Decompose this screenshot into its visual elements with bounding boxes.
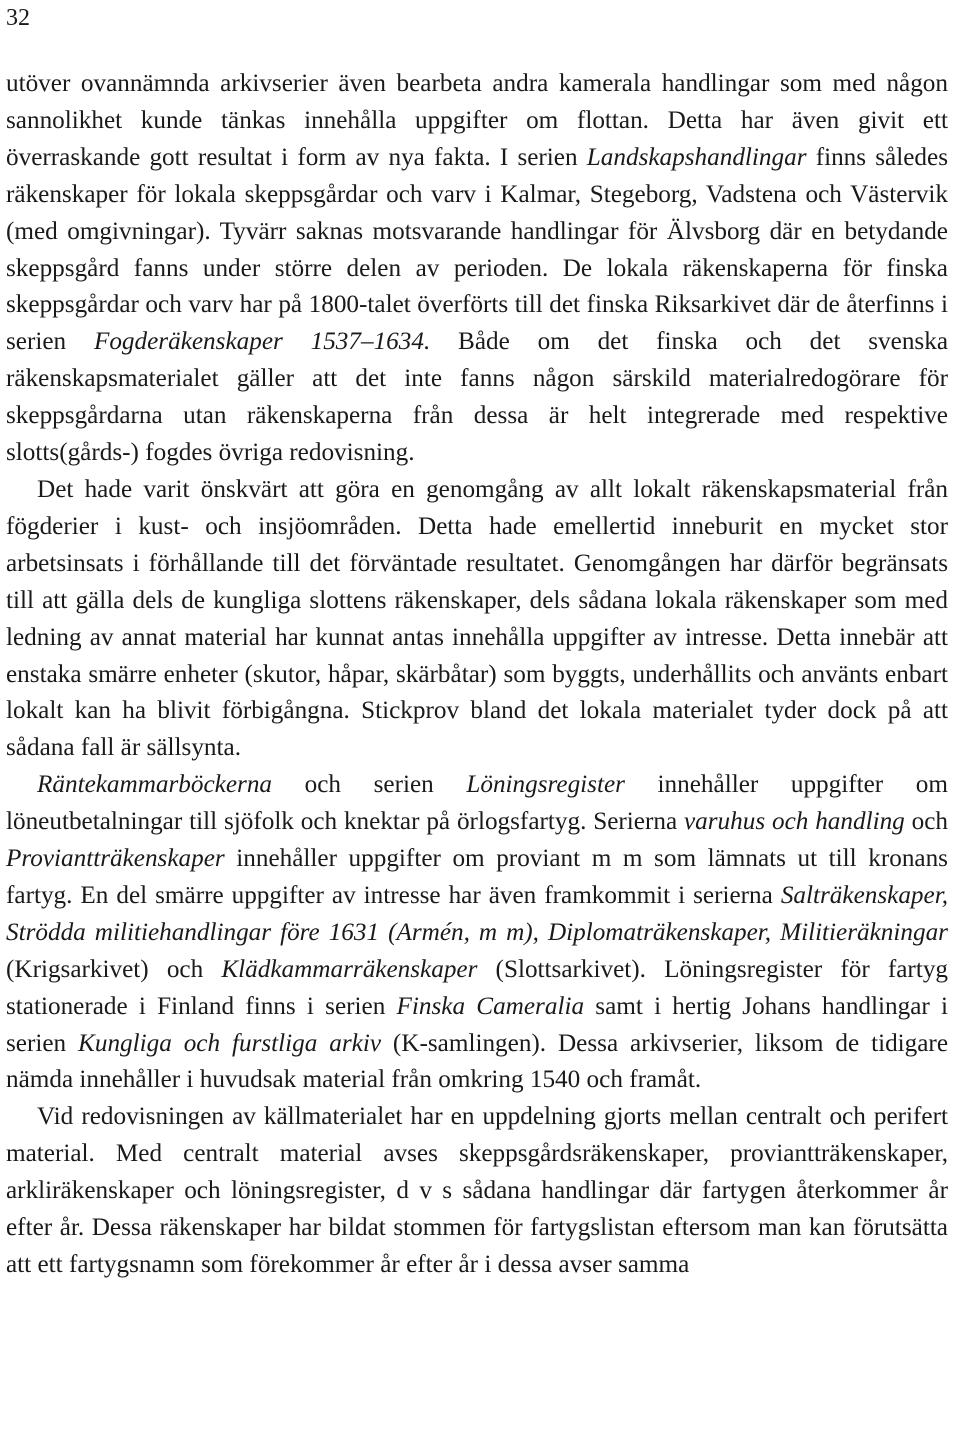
- italic-title-run: Salträkenskaper, Strödda militiehandlingar före 1631 (Armén, m m), Diplomaträkenskaper, Militieräkningar: [6, 881, 948, 946]
- text-run: Det hade varit önskvärt att göra en genomgång av allt lokalt räkenskapsmaterial från fögderier i kust- och insjöområden. Detta hade emellertid inneburit en mycket stor arbetsinsats i förhållande till det förväntade resultatet. Genomgången har därför begränsats till att gälla dels de kungliga slottens räkenskaper, dels sådana lokala räkenskaper som med ledning av annat material har kunnat antas innehålla uppgifter av intresse. Detta innebär att enstaka smärre enheter (skutor, håpar, skärbåtar) som byggts, underhållits och använts enbart lokalt kan ha blivit förbigångna. Stickprov bland det lokala materialet tyder dock på att sådana fall är sällsynta.: [6, 475, 948, 762]
- text-run: Både om det finska och det svenska räkenskapsmaterialet gäller att det inte fanns någon särskild materialredogörare för skeppsgårdarna utan räkenskaperna från dessa är helt integrerade med respektive slotts(gårds-) fogdes övriga redovisning.: [6, 328, 948, 467]
- text-run: samt i hertig Johans handlingar i serien: [6, 992, 948, 1057]
- text-run: utöver ovannämnda arkivserier även bearbeta andra kamerala handlingar som med någon sannolikhet kunde tänkas innehålla uppgifter om flottan. Detta har även givit ett överraskande gott resultat i form av nya fakta. I serien: [6, 70, 948, 171]
- paragraph: [6, 66, 948, 472]
- text-run: innehåller uppgifter om proviant m m som lämnats ut till kronans fartyg. En del smärre uppgifter av intresse har även framkommit i serierna: [6, 845, 948, 909]
- italic-title-run: Finska Cameralia: [396, 992, 585, 1020]
- text-run: (K-samlingen). Dessa arkivserier, liksom de tidigare nämda innehåller i huvudsak material från omkring 1540 och framåt.: [6, 1029, 948, 1094]
- paragraph: [6, 767, 948, 1099]
- page-number: 32: [6, 5, 30, 31]
- italic-title-run: varuhus och handling: [683, 808, 905, 836]
- paragraph: [6, 1099, 948, 1284]
- text-run: (Slottsarkivet). Löningsregister för fartyg stationerade i Finland finns i serien: [6, 955, 949, 1020]
- italic-title-run: Fogderäkenskaper 1537–1634.: [93, 328, 431, 356]
- text-run: Vid redovisningen av källmaterialet har en uppdelning gjorts mellan centralt och perifert material. Med centralt material avses skeppsgårdsräkenskaper, proviantträkenskaper, arkliräkenskaper och löningsregister, d v s sådana handlingar där fartygen återkommer år efter år. Dessa räkenskaper har bildat stommen för fartygslistan eftersom man kan förutsätta att ett fartygsnamn som förekommer år efter år i dessa avser samma: [6, 1103, 948, 1278]
- italic-title-run: Proviantträkenskaper: [6, 845, 225, 873]
- text-run: och: [904, 808, 948, 836]
- paragraph: [6, 472, 948, 767]
- italic-title-run: Landskapshandlingar: [586, 143, 807, 171]
- text-run: (Krigsarkivet) och: [6, 955, 222, 983]
- text-run: och serien: [272, 771, 467, 799]
- italic-title-run: Löningsregister: [466, 771, 625, 799]
- italic-title-run: Räntekammarböckerna: [37, 771, 273, 799]
- text-run: innehåller uppgifter om löneutbetalningar till sjöfolk och knektar på örlogsfartyg. Serierna: [6, 771, 948, 836]
- italic-title-run: Klädkammarräkenskaper: [221, 955, 478, 983]
- body-text: [6, 66, 948, 1284]
- text-run: finns således räkenskaper för lokala skeppsgårdar och varv i Kalmar, Stegeborg, Vadstena och Västervik (med omgivningar). Tyvärr saknas motsvarande handlingar för Älvsborg där en betydande skeppsgård fanns under större delen av perioden. De lokala räkenskaperna för finska skeppsgårdar och varv har på 1800-talet överförts till det finska Riksarkivet där de återfinns i serien: [6, 143, 948, 356]
- italic-title-run: Kungliga och furstliga arkiv: [78, 1029, 382, 1057]
